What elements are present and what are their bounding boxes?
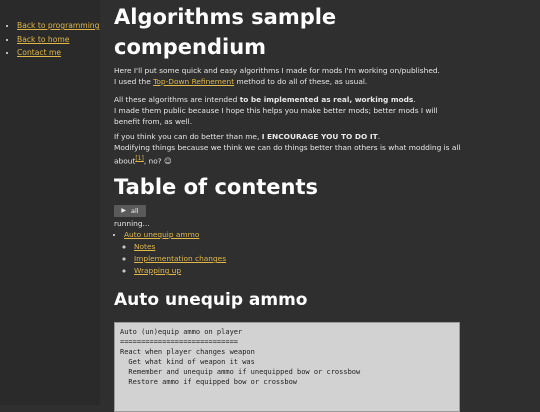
- play-icon: ▶: [121, 207, 126, 214]
- run-all-label: all: [131, 207, 139, 215]
- back-to-home-link[interactable]: Back to home: [17, 34, 70, 44]
- toc-heading: Table of contents: [114, 175, 319, 199]
- intro-line-2-before: I used the: [114, 76, 154, 86]
- sidebar-item-contact: [17, 46, 99, 60]
- toc-link-implementation-changes[interactable]: Implementation changes: [134, 254, 227, 263]
- sidebar: [0, 0, 100, 405]
- toc-subitem: [134, 265, 226, 277]
- sidebar-item-home: [17, 33, 99, 47]
- sidebar-nav: [0, 19, 99, 60]
- encourage-line-2-after: , no? ☺: [143, 156, 172, 166]
- toc-link-notes[interactable]: Notes: [134, 242, 156, 251]
- encourage-bold: I ENCOURAGE YOU TO DO IT: [261, 132, 378, 141]
- intro-line-1: Here I'll put some quick and easy algorithms I made for mods I'm working on/published.: [114, 66, 440, 75]
- contact-me-link[interactable]: Contact me: [17, 48, 62, 57]
- encourage-before: If you think you can do better than me,: [114, 132, 262, 141]
- section-heading: Auto unequip ammo: [114, 290, 308, 310]
- toc-list: [114, 229, 226, 277]
- encourage-after: .: [377, 132, 381, 141]
- purpose-paragraph: [114, 95, 464, 127]
- encourage-paragraph: [114, 132, 464, 167]
- toc-link-wrapping-up[interactable]: Wrapping up: [134, 266, 182, 275]
- intro-line-2-after: method to do all of these, as usual.: [234, 76, 368, 86]
- purpose-bold: to be implemented as real, working mods: [239, 95, 414, 104]
- code-block: Auto (un)equip ammo on player ============================ React when player changes weapon Get what kind of weapon it was Remember and unequip ammo if unequipped bow or crossbow Restore ammo if equipped bow or crossbow: [114, 322, 460, 412]
- toc-subitem: [134, 241, 226, 253]
- purpose-before: All these algorithms are intended: [114, 95, 240, 104]
- page-title: Algorithms sample compendium: [114, 5, 337, 59]
- run-status: running...: [114, 219, 150, 228]
- sidebar-item-programming: [17, 19, 99, 33]
- back-to-programming-link[interactable]: Back to programming: [17, 21, 100, 30]
- footnote-link[interactable]: [1]: [135, 154, 144, 162]
- toc-link-auto-unequip-ammo[interactable]: Auto unequip ammo: [124, 230, 200, 239]
- encourage-line-2-before: Modifying things because we think we can do things better than others is what modding is all about: [114, 142, 461, 166]
- toc-item: [124, 229, 226, 277]
- intro-paragraph: [114, 66, 464, 88]
- top-down-refinement-link[interactable]: Top-Down Refinement: [153, 76, 235, 86]
- toc-sublist: [124, 241, 226, 277]
- purpose-after: .: [413, 95, 416, 104]
- toc-subitem: [134, 253, 226, 265]
- run-all-button[interactable]: [114, 205, 146, 217]
- purpose-line-2: I made them public because I hope this helps you make better mods; better mods I will benefit from, as well.: [114, 105, 438, 126]
